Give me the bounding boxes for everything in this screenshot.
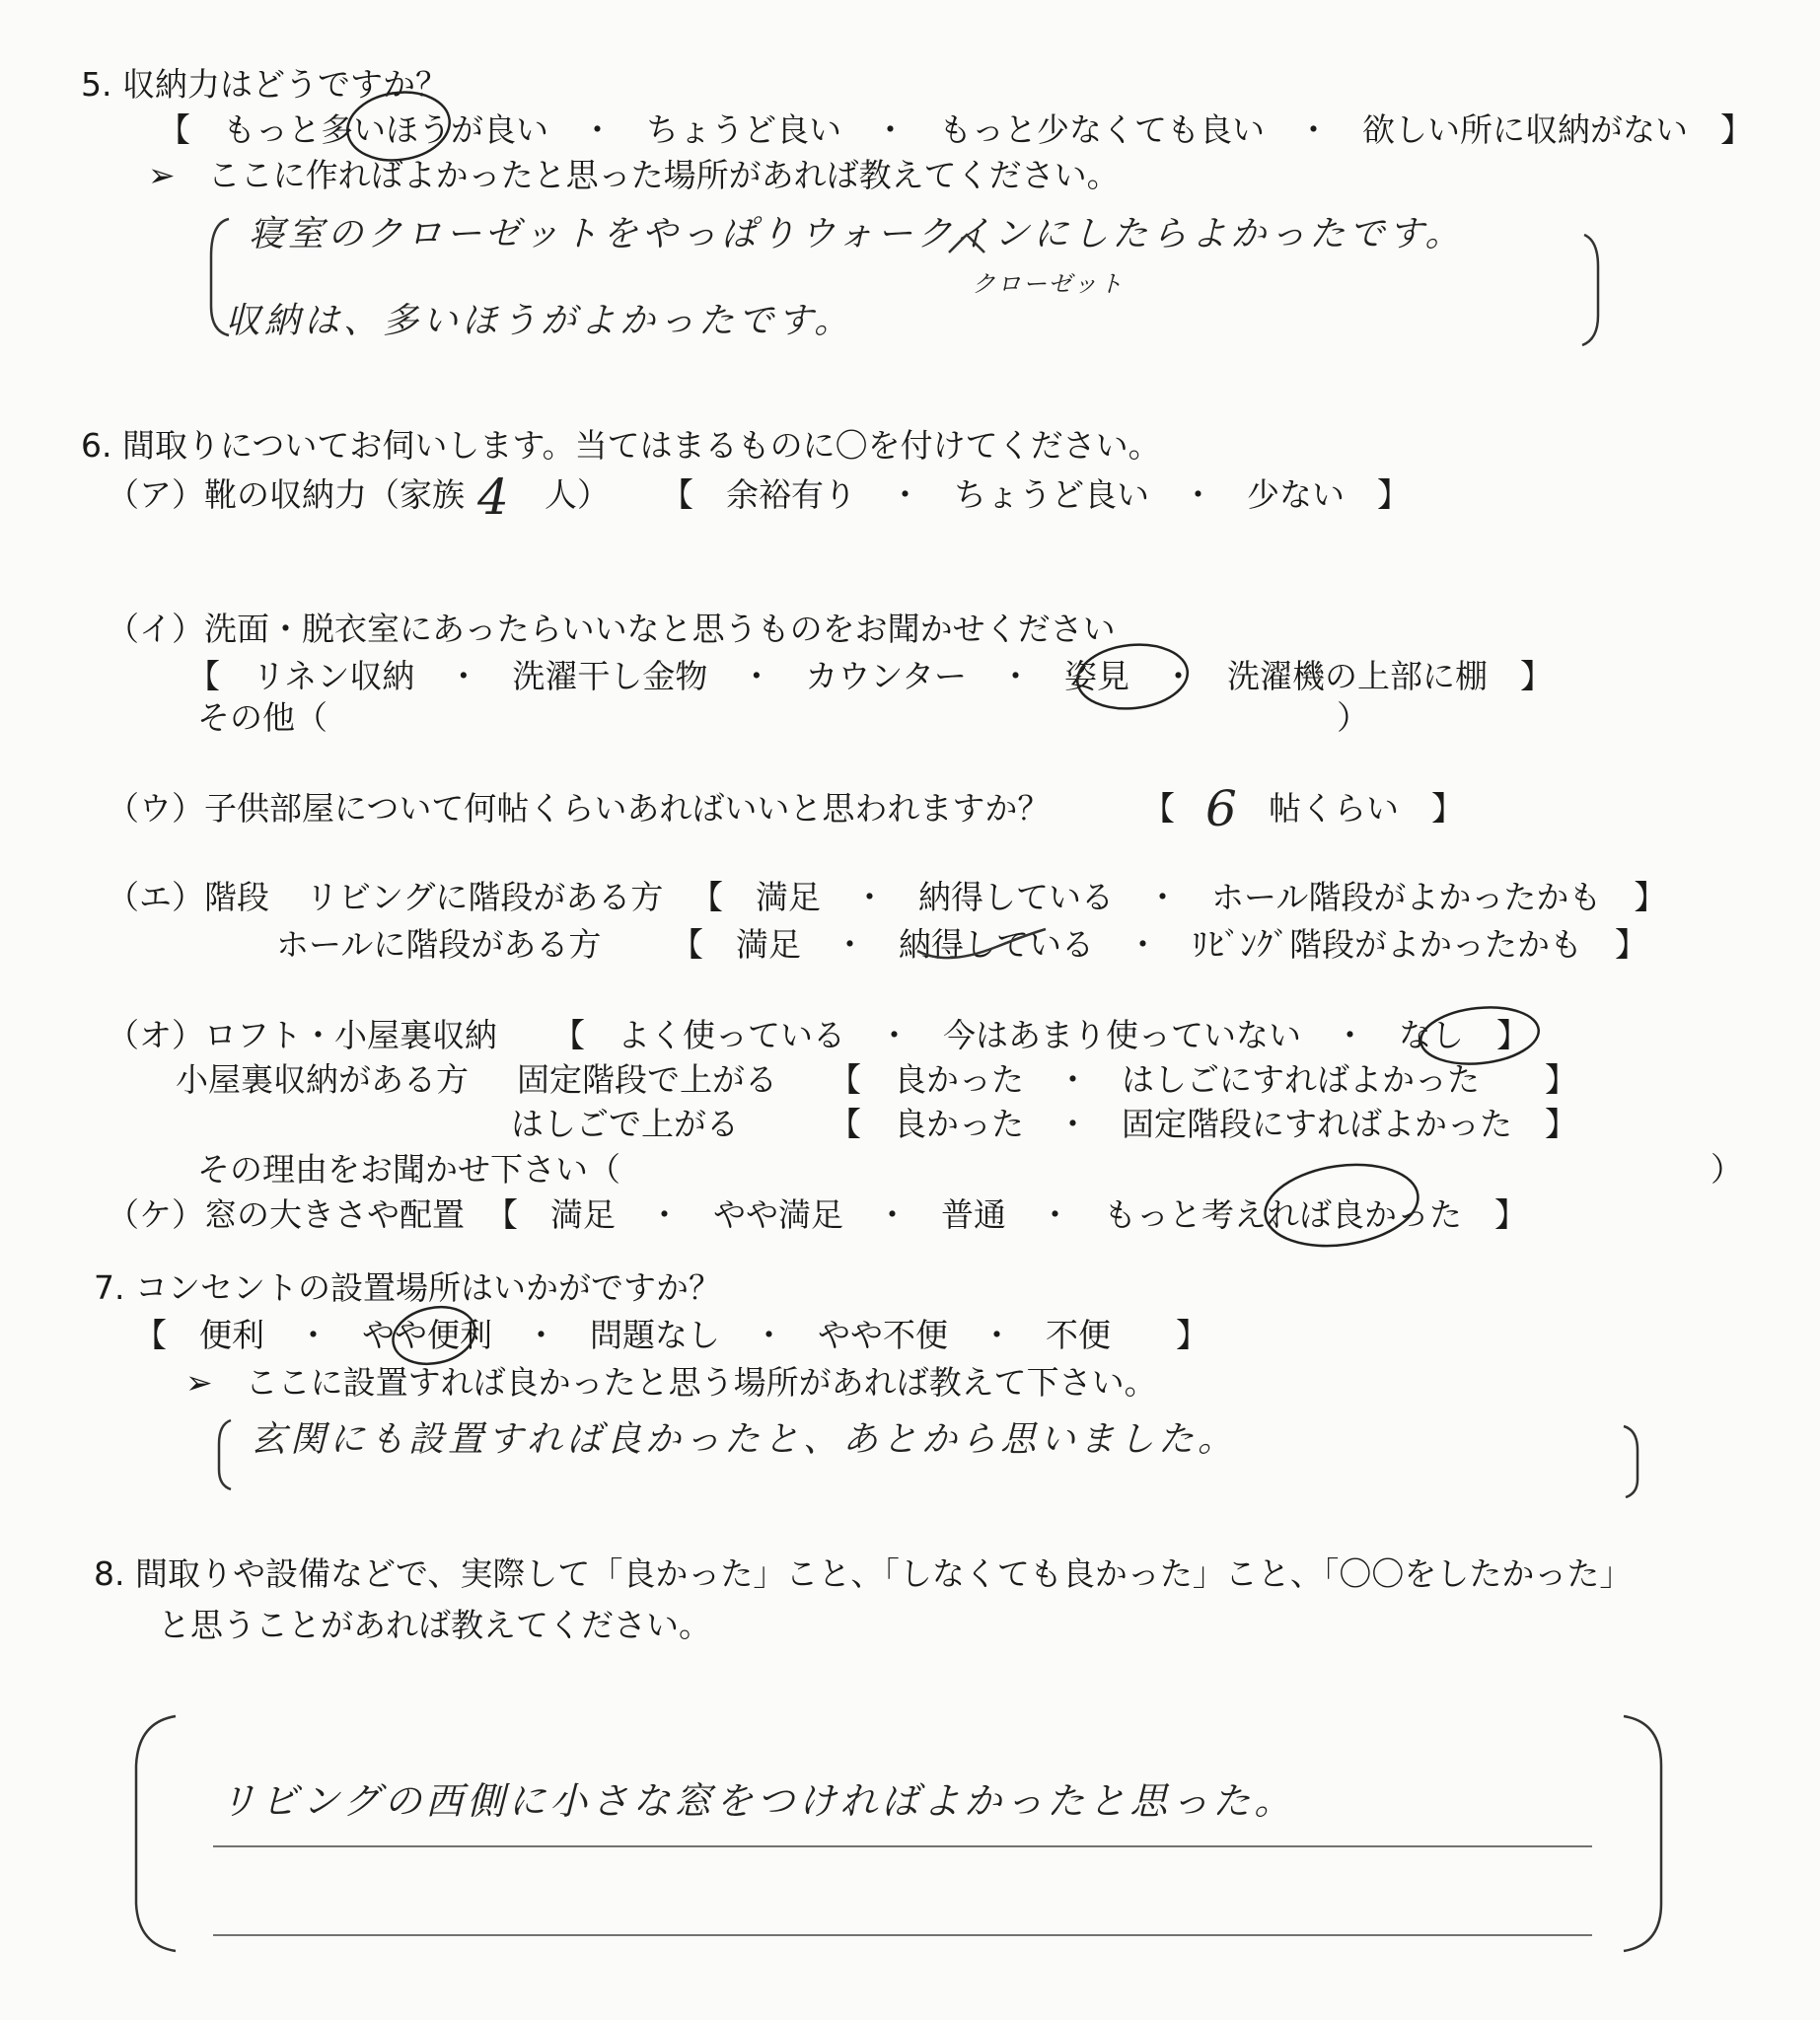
q6u-bracket-open: 【	[1142, 789, 1175, 828]
q7-answer-bracket-left	[219, 1420, 231, 1489]
q6o-fixed-label: 固定階段で上がる	[517, 1060, 777, 1099]
q5-options: 【 もっと多いほうが良い ・ ちょうど良い ・ もっと少なくても良い ・ 欲しい所に収納がない 】	[158, 110, 1753, 149]
q6i-options: 【 リネン収納 ・ 洗濯干し金物 ・ カウンター ・ 姿見 ・ 洗濯機の上部に棚 】	[187, 657, 1554, 695]
q8-title-line2: と思うことがあれば教えてください。	[158, 1606, 711, 1644]
q8-answer-bracket-left	[136, 1716, 176, 1951]
q8-title-line1: 8. 間取りや設備などで、実際して「良かった」こと、「しなくても良かった」こと、「〇〇をしたかった」	[94, 1554, 1633, 1593]
q7-answer-bracket-right	[1624, 1426, 1638, 1497]
q7-prompt: ➢ ここに設置すれば良かったと思う場所があれば教えて下さい。	[185, 1363, 1157, 1402]
q6o-label: （オ）ロフト・小屋裏収納	[107, 1016, 497, 1054]
q6e-row1-options: 【 満足 ・ 納得している ・ ホール階段がよかったかも 】	[691, 878, 1667, 916]
q6u-suffix: 帖くらい 】	[1269, 789, 1464, 828]
q6e-row1-label: リビングに階段がある方	[306, 878, 664, 916]
q6o-ladder-options: 【 良かった ・ 固定階段にすればよかった 】	[829, 1105, 1577, 1143]
q7-title: 7. コンセントの設置場所はいかがですか？	[94, 1268, 721, 1307]
q6ke-options: 【 満足 ・ やや満足 ・ 普通 ・ もっと考えれば良かった 】	[485, 1195, 1527, 1234]
q6o-attic-label: 小屋裏収納がある方	[176, 1060, 469, 1099]
q5-prompt: ➢ ここに作ればよかったと思った場所があれば教えてください。	[148, 156, 1120, 194]
q6u-label: （ウ）子供部屋について何帖くらいあればいいと思われますか？	[107, 789, 1051, 828]
q5-answer-line1: 寝室のクローゼットをやっぱりウォークインにしたらよかったです。	[249, 214, 1465, 254]
q6o-reason-close: ）	[1711, 1150, 1743, 1189]
q6a-options: 【 余裕有り ・ ちょうど良い ・ 少ない 】	[661, 475, 1410, 514]
q6-title: 6. 間取りについてお伺いします。当てはまるものに〇を付けてください。	[81, 426, 1161, 465]
q8-answer-bracket-right	[1624, 1716, 1661, 1951]
q7-answer: 玄関にも設置すれば良かったと、あとから思いました。	[251, 1419, 1238, 1460]
q7-options: 【 便利 ・ やや便利 ・ 問題なし ・ やや不便 ・ 不便 】	[134, 1316, 1208, 1354]
q6e-row2-options: 【 満足 ・ 納得している ・ ﾘﾋﾞﾝｸﾞ階段がよかったかも 】	[671, 925, 1647, 964]
q8-answer: リビングの西側に小さな窓をつければよかったと思った。	[219, 1779, 1296, 1823]
q5-answer-line2: 収納は、多いほうがよかったです。	[225, 301, 854, 341]
q6o-options: 【 よく使っている ・ 今はあまり使っていない ・ なし 】	[552, 1016, 1529, 1054]
q6a-label-before: （ア）靴の収納力（家族	[107, 475, 465, 514]
q6o-reason: その理由をお聞かせ下さい（	[197, 1150, 620, 1189]
q6i-other: その他（ ）	[197, 698, 1369, 737]
q6ke-label: （ケ）窓の大きさや配置	[107, 1195, 465, 1234]
q6u-value: 6	[1205, 780, 1237, 837]
q6a-family-count: 4	[477, 469, 509, 526]
q6o-fixed-options: 【 良かった ・ はしごにすればよかった 】	[829, 1060, 1577, 1099]
q6a-label-after: 人）	[545, 475, 610, 514]
q5-answer-insert: クローゼット	[972, 270, 1126, 298]
q5-title: 5. 収納力はどうですか？	[81, 65, 448, 104]
q6o-ladder-label: はしごで上がる	[511, 1105, 739, 1143]
q6e-label: （エ）階段	[107, 878, 269, 916]
q6i-label: （イ）洗面・脱衣室にあったらいいなと思うものをお聞かせください	[107, 610, 1116, 648]
q6e-row2-label: ホールに階段がある方	[276, 925, 602, 964]
q5-answer-bracket-right	[1582, 235, 1598, 345]
